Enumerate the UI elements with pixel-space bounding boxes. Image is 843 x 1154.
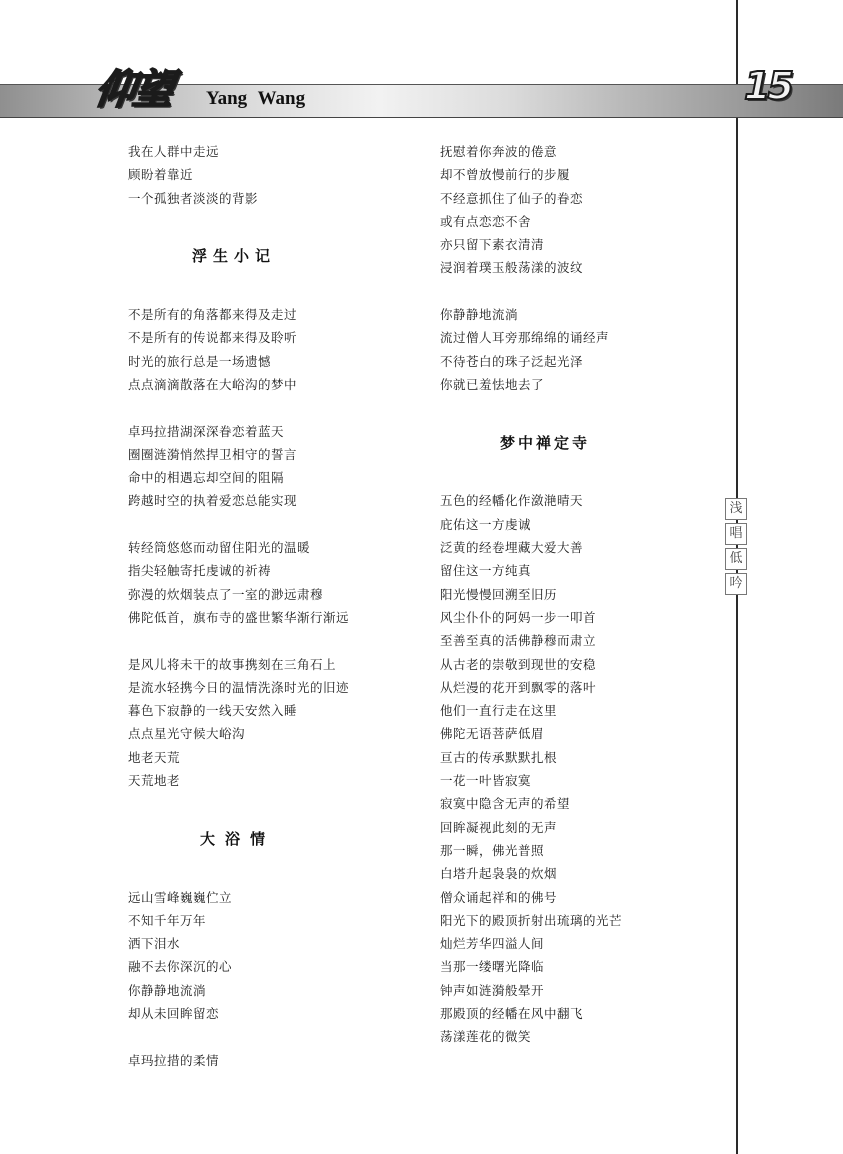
poem-title: 大浴情: [200, 829, 276, 848]
poem-line: 荡漾莲花的微笑: [440, 1029, 532, 1045]
page-number: 15: [744, 64, 791, 108]
poem-line: 卓玛拉措湖深深眷恋着蓝天: [128, 423, 285, 439]
poem-line: 弥漫的炊烟装点了一室的渺远肃穆: [128, 586, 324, 602]
poem-line: 从烂漫的花开到飘零的落叶: [440, 679, 597, 695]
section-tab: 低: [725, 548, 747, 570]
poem-line: 白塔升起袅袅的炊烟: [440, 866, 558, 882]
poem-line: 转经筒悠悠而动留住阳光的温暖: [128, 540, 311, 556]
poem-line: 你就已羞怯地去了: [440, 376, 545, 392]
poem-line: 留住这一方纯真: [440, 563, 532, 579]
poem-line: 你静静地流淌: [440, 307, 519, 323]
poem-line: 圈圈涟漪悄然捍卫相守的誓言: [128, 446, 298, 462]
poem-line: 泛黄的经卷埋藏大爱大善: [440, 540, 584, 556]
poem-line: 地老天荒: [128, 749, 181, 765]
poem-line: 时光的旅行总是一场遗憾: [128, 353, 272, 369]
poem-line: 我在人群中走远: [128, 144, 220, 159]
poem-line: 当那一缕曙光降临: [440, 959, 545, 975]
poem-line: 佛陀无语菩萨低眉: [440, 726, 545, 742]
poem-line: 至善至真的活佛静穆而肃立: [440, 633, 597, 649]
poem-line: 僧众诵起祥和的佛号: [440, 889, 558, 905]
poem-line: 那殿顶的经幡在风中翻飞: [440, 1005, 584, 1021]
poem-line: 庇佑这一方虔诚: [440, 516, 532, 532]
poem-line: 洒下泪水: [128, 936, 181, 952]
poem-line: 天荒地老: [128, 773, 181, 789]
poem-line: 亦只留下素衣清清: [440, 237, 545, 253]
poem-line: 暮色下寂静的一线天安然入睡: [128, 703, 298, 719]
poem-line: 不是所有的角落都来得及走过: [128, 307, 298, 323]
poem-line: 阳光下的殿顶折射出琉璃的光芒: [440, 912, 623, 928]
poem-line: 浸润着璞玉般荡漾的波纹: [440, 260, 584, 276]
poem-line: 抚慰着你奔波的倦意: [440, 144, 558, 159]
magazine-logo: 仰望: [92, 67, 175, 113]
poem-line: 流过僧人耳旁那绵绵的诵经声: [440, 330, 610, 346]
poem-line: 亘古的传承默默扎根: [440, 749, 558, 765]
poem-title: 浮生小记: [192, 247, 277, 266]
poem-line: 佛陀低首，旗布寺的盛世繁华渐行渐远: [128, 609, 350, 625]
poem-line: 你静静地流淌: [128, 982, 207, 998]
poem-line: 钟声如涟漪般晕开: [440, 982, 545, 998]
magazine-subtitle: Yang Wang: [206, 88, 306, 109]
poem-line: 回眸凝视此刻的无声: [440, 819, 558, 835]
poem-line: 灿烂芳华四溢人间: [440, 936, 545, 952]
poem-line: 不待苍白的珠子泛起光泽: [440, 353, 584, 369]
poem-line: 他们一直行走在这里: [440, 703, 558, 719]
poem-line: 是流水轻携今日的温情洗涤时光的旧迹: [128, 679, 350, 695]
poem-line: 风尘仆仆的阿妈一步一叩首: [440, 609, 597, 625]
poem-line: 不是所有的传说都来得及聆听: [128, 330, 298, 346]
poem-line: 是风儿将未干的故事携刻在三角石上: [128, 656, 337, 672]
poem-line: 一花一叶皆寂寞: [440, 773, 532, 789]
poem-line: 跨越时空的执着爱恋总能实现: [128, 493, 298, 509]
poem-line: 顾盼着靠近: [128, 167, 194, 183]
section-tab: 吟: [725, 573, 747, 595]
poem-line: 却不曾放慢前行的步履: [440, 167, 571, 183]
poem-line: 不知千年万年: [128, 912, 207, 928]
left-column: [128, 140, 428, 1072]
poem-line: 却从未回眸留恋: [128, 1005, 220, 1021]
poem-line: 阳光慢慢回溯至旧历: [440, 586, 558, 602]
section-tab: 浅: [725, 498, 747, 520]
poem-line: 卓玛拉措的柔情: [128, 1052, 220, 1068]
section-tab: 唱: [725, 523, 747, 545]
poem-line: 远山雪峰巍巍伫立: [128, 889, 233, 905]
poem-line: 不经意抓住了仙子的眷恋: [440, 190, 584, 206]
poem-line: 指尖轻触寄托虔诚的祈祷: [128, 563, 272, 579]
poem-line: 一个孤独者淡淡的背影: [128, 190, 259, 206]
poem-line: 点点滴滴散落在大峪沟的梦中: [128, 376, 298, 392]
right-column: [440, 140, 740, 1049]
poem-line: 五色的经幡化作潋滟晴天: [440, 493, 584, 509]
poem-title: 梦中禅定寺: [500, 433, 591, 452]
poem-line: 那一瞬，佛光普照: [440, 842, 545, 858]
poem-line: 融不去你深沉的心: [128, 959, 233, 975]
poem-line: 寂寞中隐含无声的希望: [440, 796, 571, 812]
poem-line: 点点星光守候大峪沟: [128, 726, 246, 742]
poem-line: 命中的相遇忘却空间的阻隔: [128, 470, 285, 486]
poem-line: 或有点恋恋不舍: [440, 213, 532, 229]
poem-line: 从古老的崇敬到现世的安稳: [440, 656, 597, 672]
